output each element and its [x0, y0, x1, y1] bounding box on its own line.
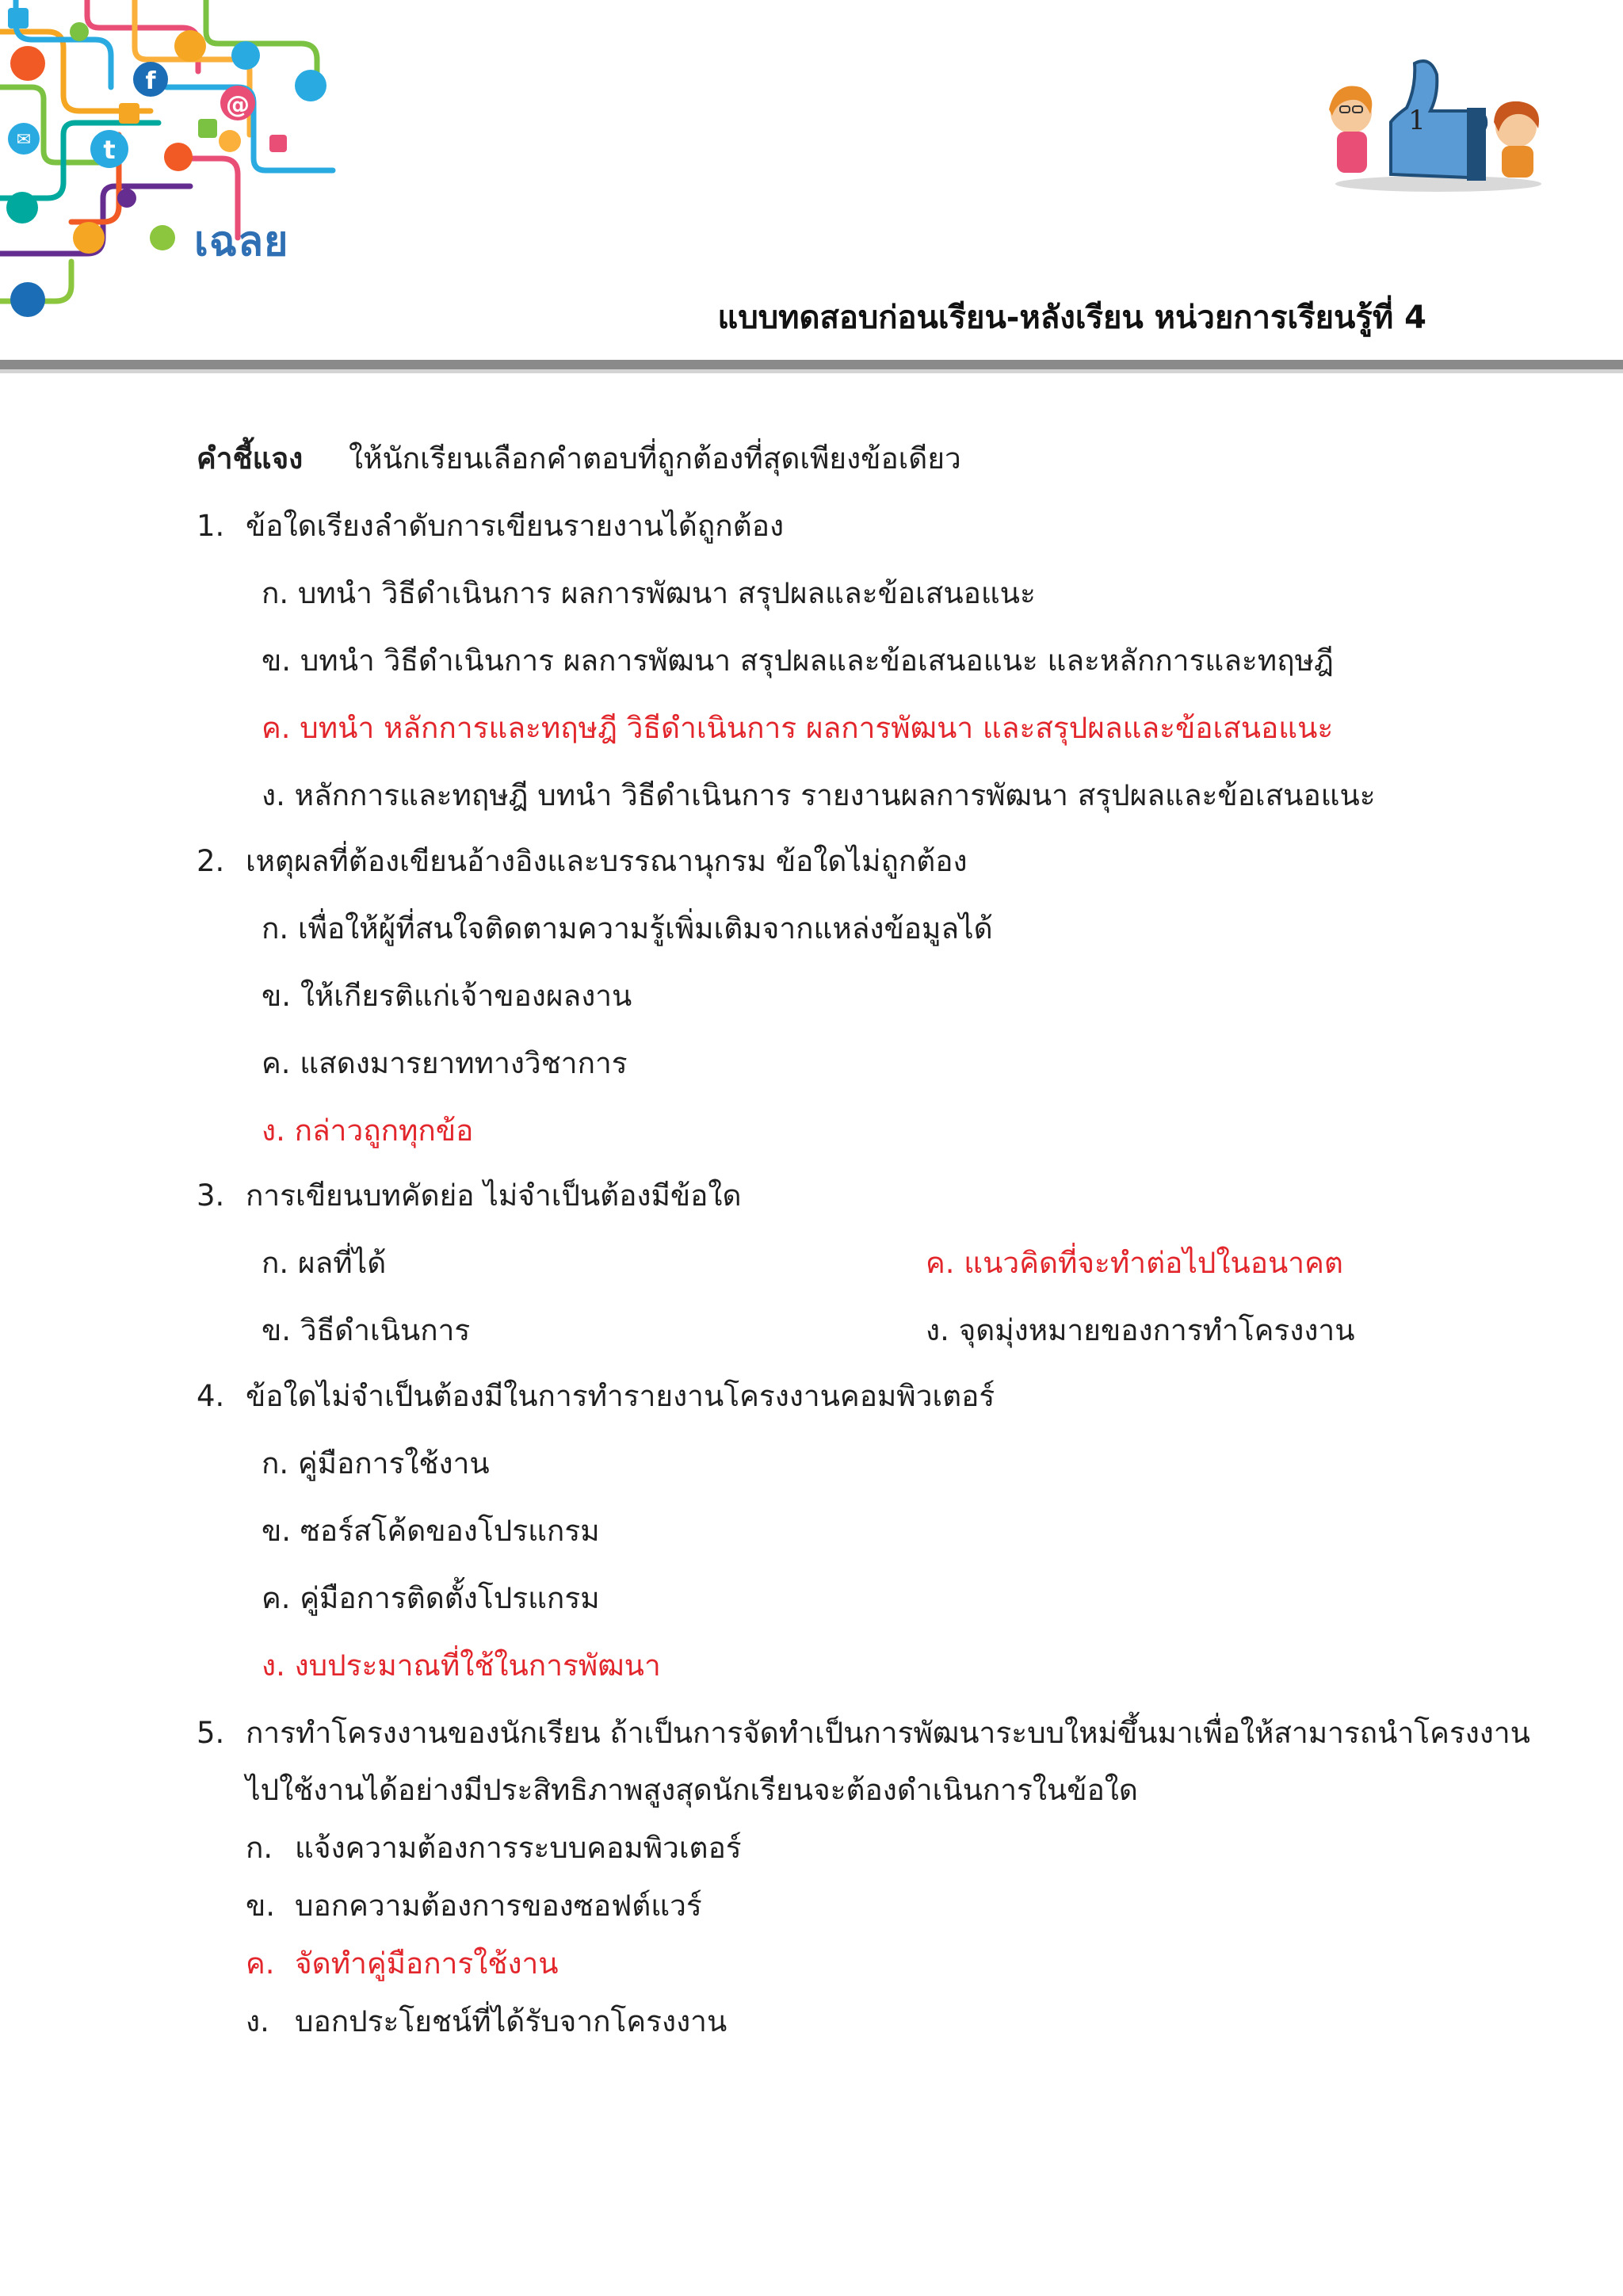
question-text: เหตุผลที่ต้องเขียนอ้างอิงและบรรณานุกรม ข้อใดไม่ถูกต้อง: [246, 844, 968, 878]
answer-option: ง. หลักการและทฤษฎี บทนำ วิธีดำเนินการ รายงานผลการพัฒนา สรุปผลและข้อเสนอแนะ: [262, 778, 1376, 812]
answer-option-letter: ง.: [246, 2004, 269, 2038]
correct-answer-option: ง. กล่าวถูกทุกข้อ: [262, 1114, 474, 1148]
question-text: การทำโครงงานของนักเรียน ถ้าเป็นการจัดทำเป็นการพัฒนาระบบใหม่ขึ้นมาเพื่อให้สามารถนำโครงงาน: [246, 1716, 1530, 1750]
answer-option: ก. เพื่อให้ผู้ที่สนใจติดตามความรู้เพิ่มเติมจากแหล่งข้อมูลได้: [262, 911, 993, 946]
answer-option: ข. วิธีดำเนินการ: [262, 1313, 471, 1347]
page-header: [0, 0, 1623, 372]
answer-option: ก. บทนำ วิธีดำเนินการ ผลการพัฒนา สรุปผลและข้อเสนอแนะ: [262, 576, 1036, 610]
svg-text:t: t: [103, 135, 116, 165]
answer-option: ก. คู่มือการใช้งาน: [262, 1446, 490, 1480]
answer-option-letter: ข.: [246, 1889, 276, 1923]
correct-answer-option: จัดทำคู่มือการใช้งาน: [295, 1946, 559, 1981]
correct-answer-option: ค. บทนำ หลักการและทฤษฎี วิธีดำเนินการ ผลการพัฒนา และสรุปผลและข้อเสนอแนะ: [262, 711, 1334, 745]
svg-text:@: @: [226, 91, 250, 119]
answer-option: แจ้งความต้องการระบบคอมพิวเตอร์: [295, 1831, 742, 1865]
answer-key-label: เฉลย: [194, 218, 289, 266]
answer-option: ข. ซอร์สโค้ดของโปรแกรม: [262, 1514, 600, 1548]
instructions-label: คำชี้แจง: [197, 441, 304, 476]
header-divider: [0, 360, 1623, 369]
instructions-text: ให้นักเรียนเลือกคำตอบที่ถูกต้องที่สุดเพียงข้อเดียว: [349, 441, 961, 476]
answer-option: ค. คู่มือการติดตั้งโปรแกรม: [262, 1581, 600, 1615]
question-number: 1.: [197, 509, 225, 543]
answer-option: ก. ผลที่ได้: [262, 1246, 387, 1280]
question-text-continued: ไปใช้งานได้อย่างมีประสิทธิภาพสูงสุดนักเรียนจะต้องดำเนินการในข้อใด: [246, 1773, 1138, 1807]
social-media-network-icon: [0, 0, 341, 325]
answer-option: บอกประโยชน์ที่ได้รับจากโครงงาน: [295, 2004, 727, 2038]
question-number: 5.: [197, 1716, 225, 1750]
correct-answer-option-letter: ค.: [246, 1946, 275, 1981]
question-number: 4.: [197, 1379, 225, 1413]
document-title: แบบทดสอบก่อนเรียน-หลังเรียน หน่วยการเรียนรู้ที่ 4: [717, 300, 1426, 336]
correct-answer-option: ง. งบประมาณที่ใช้ในการพัฒนา: [262, 1648, 661, 1683]
question-text: ข้อใดเรียงลำดับการเขียนรายงานได้ถูกต้อง: [246, 509, 785, 543]
answer-option-letter: ก.: [246, 1831, 273, 1865]
question-text: การเขียนบทคัดย่อ ไม่จำเป็นต้องมีข้อใด: [246, 1179, 742, 1213]
answer-option: ค. แสดงมารยาททางวิชาการ: [262, 1046, 628, 1080]
answer-option: ข. บทนำ วิธีดำเนินการ ผลการพัฒนา สรุปผลและข้อเสนอแนะ และหลักการและทฤษฎี: [262, 644, 1334, 678]
answer-option: บอกความต้องการของซอฟต์แวร์: [295, 1889, 702, 1923]
thumbs-up-page-badge-icon: [1319, 40, 1557, 198]
page-number: 1: [1408, 105, 1426, 136]
question-number: 3.: [197, 1179, 225, 1213]
svg-text:f: f: [145, 67, 156, 95]
header-divider-shadow: [0, 369, 1623, 373]
correct-answer-option: ค. แนวคิดที่จะทำต่อไปในอนาคต: [926, 1246, 1343, 1280]
question-number: 2.: [197, 844, 225, 878]
answer-option: ข. ให้เกียรติแก่เจ้าของผลงาน: [262, 979, 632, 1013]
question-text: ข้อใดไม่จำเป็นต้องมีในการทำรายงานโครงงานคอมพิวเตอร์: [246, 1379, 995, 1413]
svg-text:✉: ✉: [16, 130, 32, 150]
answer-option: ง. จุดมุ่งหมายของการทำโครงงาน: [926, 1313, 1355, 1347]
